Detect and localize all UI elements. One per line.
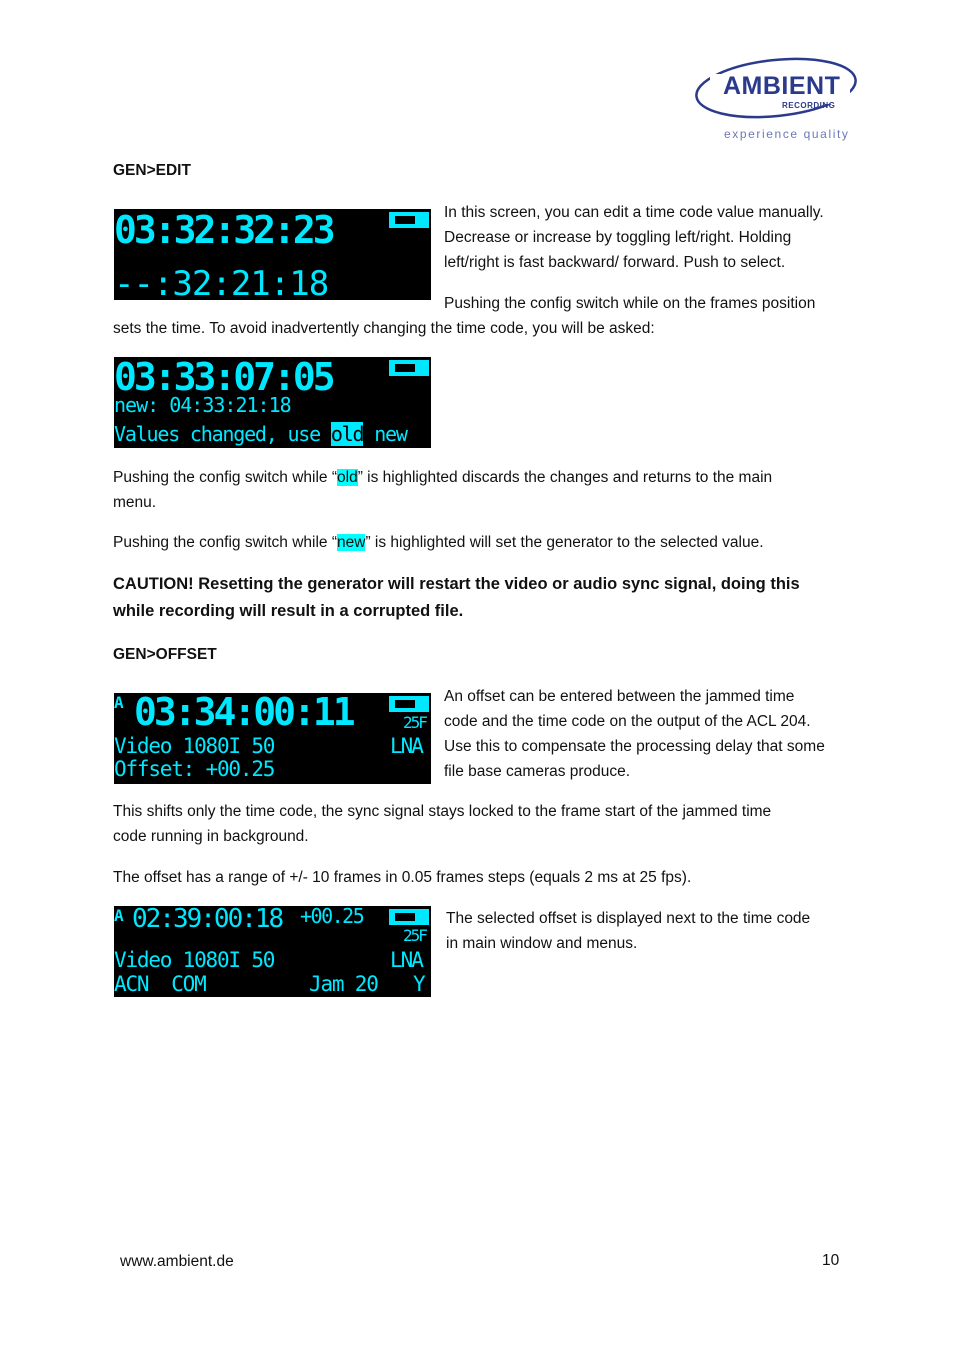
antenna-icon: Y xyxy=(413,972,426,996)
footer-url[interactable]: www.ambient.de xyxy=(120,1253,234,1270)
oled-screen-main xyxy=(114,906,431,997)
logo-sub: RECORDING xyxy=(782,101,836,110)
gen-edit-heading: GEN>EDIT xyxy=(113,162,191,179)
battery-icon xyxy=(389,360,429,376)
offset-para4-l2: in main window and menus. xyxy=(446,935,638,952)
screen-video: Video 1080I 50 xyxy=(114,948,275,972)
offset-para2-l1: This shifts only the time code, the sync signal stays locked to the frame start of the jammed time xyxy=(113,803,772,820)
ambient-logo xyxy=(690,52,870,147)
highlight-old: old xyxy=(337,469,358,486)
option-old: old xyxy=(330,422,364,446)
caution-line-2: while recording will result in a corrupted file. xyxy=(113,602,464,620)
screen-status: ACN COM xyxy=(114,972,206,996)
screen-time: 03:33:07:05 xyxy=(114,357,333,399)
offset-para2-l2: code running in background. xyxy=(113,828,309,845)
oled-screen-confirm xyxy=(114,357,431,448)
screen-prompt-line xyxy=(114,424,407,444)
option-new: new xyxy=(374,422,407,446)
page-number: 10 xyxy=(822,1252,840,1269)
gen-edit-para1: In this screen, you can edit a time code value manually. Decrease or increase by toggling left/right. Holding left/right is fast backward/ forward. Push to select. xyxy=(444,204,824,271)
screen-lna: LNA xyxy=(390,734,422,758)
highlight-new: new xyxy=(337,534,366,551)
new-explanation: Pushing the config switch while “new” is highlighted will set the generator to the selected value. xyxy=(113,534,764,551)
offset-para1-l4: file base cameras produce. xyxy=(444,763,631,780)
offset-para1-l3: Use this to compensate the processing delay that some xyxy=(444,738,825,755)
screen-edit-time: --:32:21:18 xyxy=(114,264,329,300)
screen-video: Video 1080I 50 xyxy=(114,734,275,758)
screen-fps: 25F xyxy=(403,713,426,732)
old-explanation-cont: menu. xyxy=(113,494,157,511)
screen-jam: Jam 20 xyxy=(309,972,378,996)
offset-para1-l2: code and the time code on the output of the ACL 204. xyxy=(444,713,811,730)
gen-edit-para2a: Pushing the config switch while on the frames position xyxy=(444,295,816,312)
old-explanation: Pushing the config switch while “old” is highlighted discards the changes and returns to the main xyxy=(113,469,773,486)
oled-screen-edit xyxy=(114,209,431,300)
prompt-text: Values changed, use xyxy=(114,422,320,446)
gen-edit-para2b: sets the time. To avoid inadvertently changing the time code, you will be asked: xyxy=(113,320,655,337)
screen-time: 03:32:32:23 xyxy=(114,209,333,252)
screen-mode: A xyxy=(114,693,124,712)
screen-time: 02:39:00:18 xyxy=(132,906,283,934)
offset-para4-l1: The selected offset is displayed next to the time code xyxy=(446,910,811,927)
logo-tagline: experience quality xyxy=(724,127,850,141)
oled-screen-offset xyxy=(114,693,431,784)
screen-offset: Offset: +00.25 xyxy=(114,757,275,781)
screen-mode: A xyxy=(114,906,124,925)
caution-line-1: CAUTION! Resetting the generator will restart the video or audio sync signal, doing this xyxy=(113,575,800,593)
gen-offset-heading: GEN>OFFSET xyxy=(113,646,217,663)
screen-fps: 25F xyxy=(403,926,426,945)
offset-para1-l1: An offset can be entered between the jammed time xyxy=(444,688,795,705)
screen-time: 03:34:00:11 xyxy=(134,693,353,734)
battery-icon xyxy=(389,909,429,925)
offset-para3: The offset has a range of +/- 10 frames in 0.05 frames steps (equals 2 ms at 25 fps). xyxy=(113,869,692,886)
screen-new-value: new: 04:33:21:18 xyxy=(114,393,291,417)
battery-icon xyxy=(389,696,429,712)
battery-icon xyxy=(389,212,429,228)
screen-offset: +00.25 xyxy=(300,906,364,928)
screen-lna: LNA xyxy=(390,948,422,972)
logo-brand: AMBIENT xyxy=(723,72,841,100)
